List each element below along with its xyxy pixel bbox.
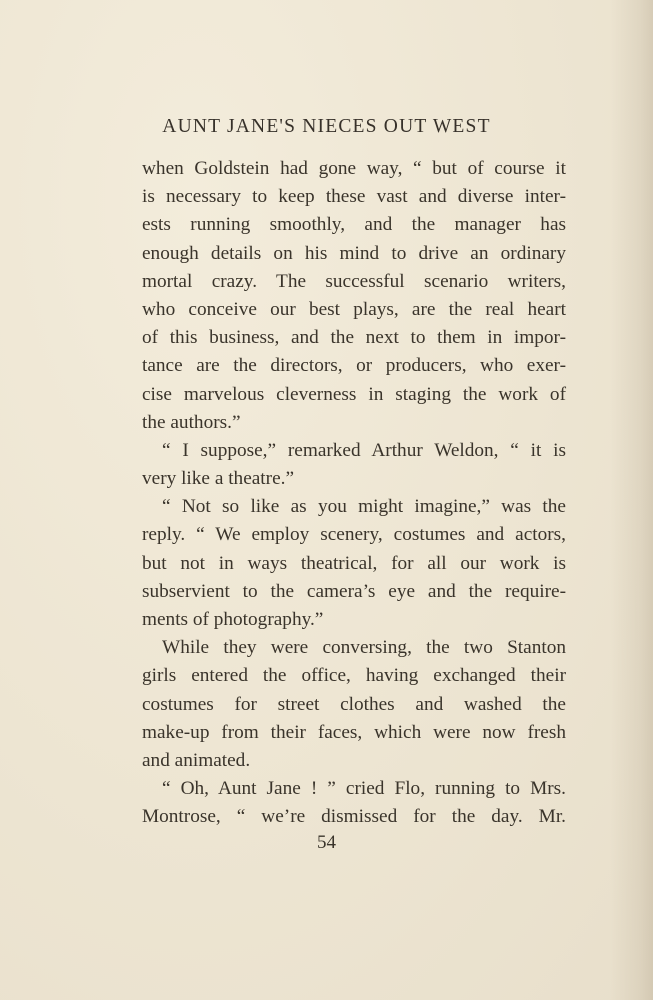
text-line: and animated. — [142, 749, 251, 771]
text-line: enough details on his mind to drive an ordinary — [142, 242, 566, 264]
text-line: ests running smoothly, and the manager has — [142, 214, 566, 236]
text-line: very like a theatre.” — [142, 468, 295, 490]
text-line: cise marvelous cleverness in staging the work of — [142, 383, 566, 405]
body-text — [142, 155, 566, 832]
text-line: reply. “ We employ scenery, costumes and actors, — [142, 524, 566, 546]
text-line: ments of photography.” — [142, 609, 324, 630]
text-line: “ I suppose,” remarked Arthur Weldon, “ it is — [162, 439, 566, 461]
running-head: AUNT JANE'S NIECES OUT WEST — [162, 116, 491, 137]
text-line: is necessary to keep these vast and diverse inter- — [142, 186, 566, 208]
text-line: girls entered the office, having exchanged their — [142, 665, 566, 687]
text-line: “ Not so like as you might imagine,” was the — [162, 496, 566, 518]
text-line: costumes for street clothes and washed the — [142, 693, 566, 715]
text-line: make-up from their faces, which were now fresh — [142, 721, 566, 743]
text-line: subservient to the camera’s eye and the require- — [142, 580, 566, 602]
text-line: “ Oh, Aunt Jane ! ” cried Flo, running to Mrs. — [162, 778, 566, 800]
text-line: mortal crazy. The successful scenario writers, — [142, 270, 566, 292]
text-line: While they were conversing, the two Stanton — [162, 637, 566, 659]
text-line: when Goldstein had gone way, “ but of course it — [142, 158, 566, 179]
text-line: of this business, and the next to them in impor- — [142, 327, 566, 349]
text-line: the authors.” — [142, 411, 241, 433]
page-number: 54 — [317, 832, 336, 853]
text-line: who conceive our best plays, are the real heart — [142, 298, 566, 320]
text-line: but not in ways theatrical, for all our work is — [142, 552, 566, 574]
text-line: Montrose, “ we’re dismissed for the day. Mr. — [142, 806, 566, 828]
text-line: tance are the directors, or producers, who exer- — [142, 355, 566, 377]
